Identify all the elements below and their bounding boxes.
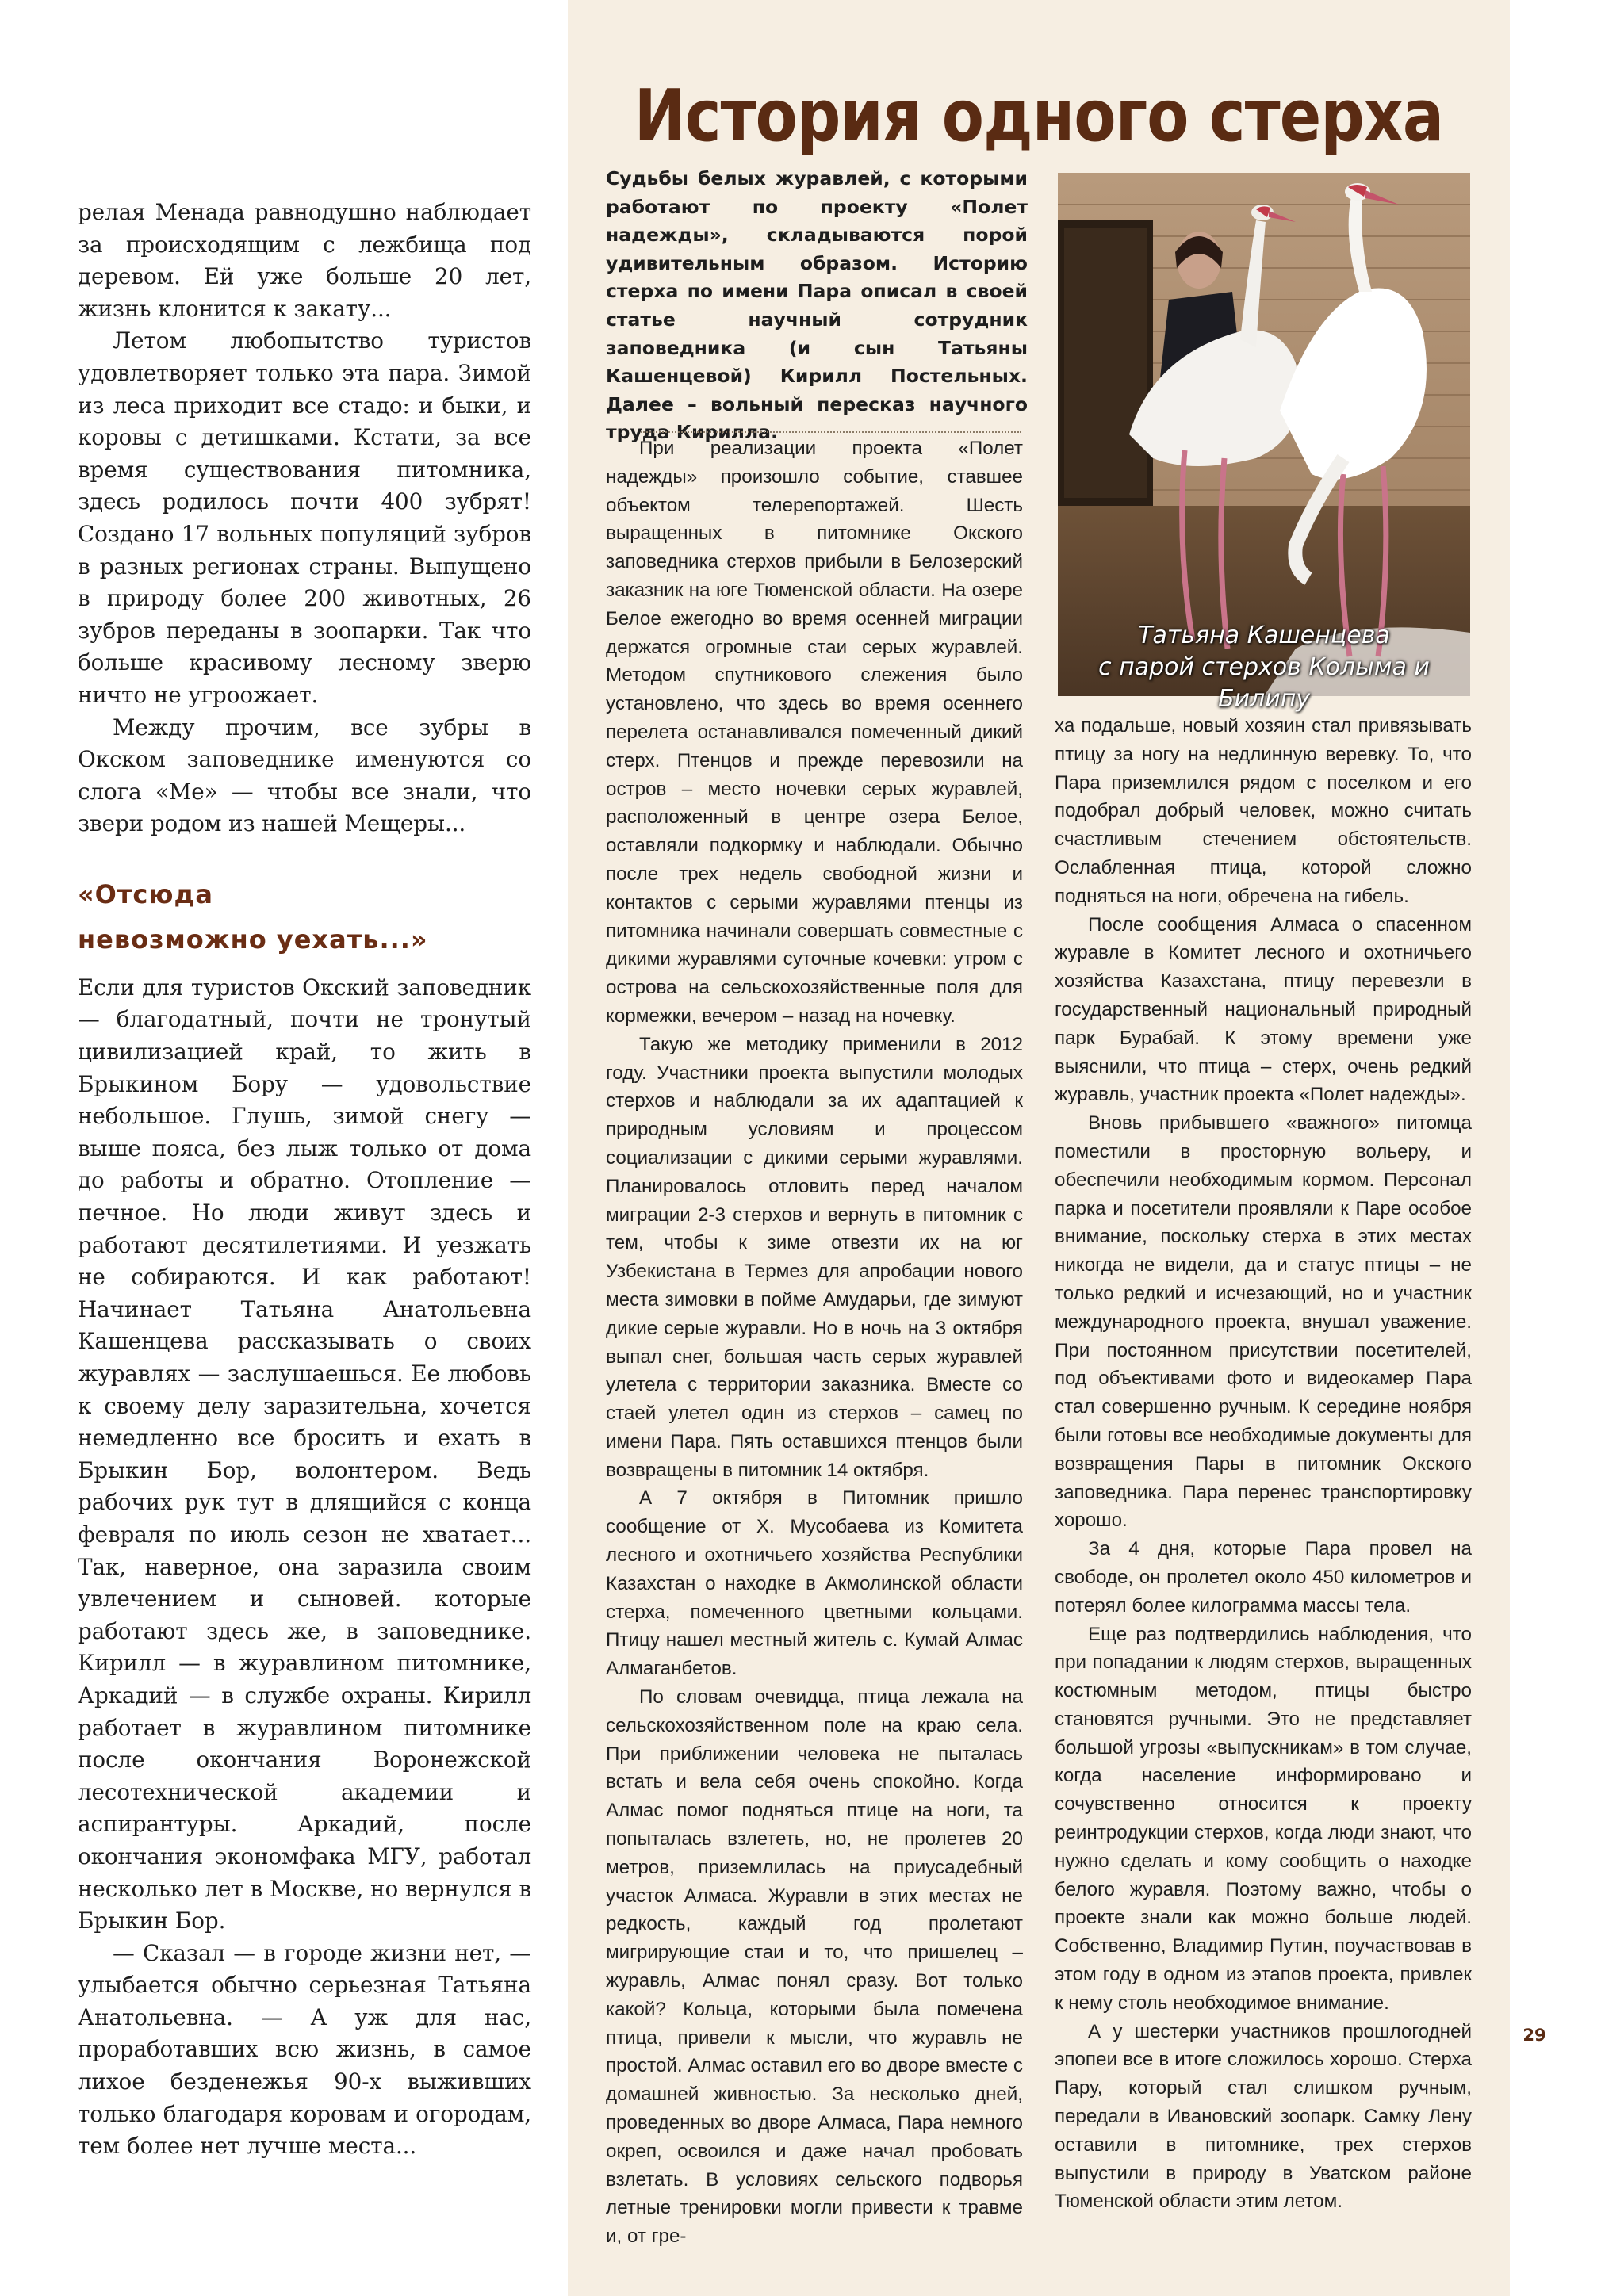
article-paragraph: При реализации проекта «Полет надежды» произошло событие, ставшее объектом телерепортажей. Шесть выращенных в питомнике Окского заповедника стерхов прибыли в Белозерский заказник на юге Тюменской области. На озере Белое ежегодно во время осенней миграции держатся огромные стаи серых журавлей. Методом спутникового слежения было установлено, что здесь во время осеннего перелета останавливался помеченный дикий стерх. Птенцов и прежде перевозили на остров – место ночевки серых журавлей, расположенный в центре озера Белое, оставляли подкормку и наблюдали. Обычно после трех недель свободной жизни и контактов с серыми журавлями птенцы из питомника начинали совершать совместные с дикими журавлями суточные кочевки: утром с острова на сельскохозяйственные поля для кормежки, вечером – назад на ночевку.	[606, 438, 1023, 1027]
article-paragraph: По словам очевидца, птица лежала на сельскохозяйственном поле на краю села. При приближении человека не пыталась встать и вела себя очень спокойно. Когда Алмас помог подняться птице на ноги, та попыталась взлететь, но, не пролетев 20 метров, приземлилась на приусадебный участок Алмаса. Журавли в этих местах не редкость, каждый год пролетают мигрирующие стаи и то, что пришелец – журавль, Алмас понял сразу. Вот только какой? Кольца, которыми была помечена птица, привели к мысли, что журавль не простой. Алмас оставил его во дворе вместе с домашней живностью. За несколько дней, проведенных во дворе Алмаса, Пара немного окреп, освоился и даже начал пробовать взлетать. В условиях сельского подворья летные тренировки могли привести к травме и, от гре-	[606, 1686, 1023, 2248]
left-column	[78, 197, 531, 2163]
section-subheading	[78, 872, 531, 962]
article-paragraph: Вновь прибывшего «важного» питомца поместили в просторную вольеру, и обеспечили необходимым кормом. Персонал парка и посетители проявляли к Паре особое внимание, поскольку стерха в этих местах никогда не видели, да и статус птицы – не только редкий и исчезающий, но и участник международного проекта, внушал уважение. При постоянном присутствии посетителей, под объективами фото и видеокамер Пара стал совершенно ручным. К середине ноября были готовы все необходимые документы для возвращения Пары в питомник Окского заповедника. Пара перенес транспортировку хорошо.	[1055, 1112, 1472, 1532]
article-title: История одного стерха	[634, 75, 1444, 158]
dotted-divider	[641, 431, 1021, 433]
article-paragraph: А 7 октября в Питомник пришло сообщение от Х. Мусобаева из Комитета лесного и охотничьего хозяйства Республики Казахстан о находке в Акмолинской области стерха, помеченного цветными кольцами. Птицу нашел местный житель с. Кумай Алмас Алмаганбетов.	[606, 1487, 1023, 1680]
left-paragraph: Летом любопытство туристов удовлетворяет только эта пара. Зимой из леса приходит все стадо: и быки, и коровы с детишками. Кстати, за все время существования питомника, здесь родилось почти 400 зубрят! Создано 17 вольных популяций зубров в разных регионах страны. Выпущено в природу более 200 животных, 26 зубров переданы в зоопарки. Так что больше красивому лесному зверю ничто не угроожает.	[78, 327, 531, 708]
page-number: 29	[1522, 2026, 1546, 2045]
caption-line: Татьяна Кашенцева	[1138, 622, 1390, 649]
left-paragraph: Если для туристов Окский заповедник — благодатный, почти не тронутый цивилизацией край, то жить в Брыкином Бору — удовольствие небольшое. Глушь, зимой снегу — выше пояса, без лыж только от дома до работы и обратно. Отопление — печное. Но люди живут здесь и работают десятилетиями. И уезжать не собираются. И как работают! Начинает Татьяна Анатольевна Кашенцева рассказывать о своих журавлях — заслушаешься. Ее любовь к своему делу заразительна, хочется немедленно все бросить и ехать в Брыкин Бор, волонтером. Ведь рабочих рук тут в длящийся с конца февраля по июль сезон не хватает... Так, наверное, она заразила своим увлечением и сыновей. которые работают здесь же, в заповеднике. Кирилл — в журавлином питомнике, Аркадий — в службе охраны. Кирилл работает в журавлином питомнике после окончания Воронежской лесотехнической академии и аспирантуры. Аркадий, после окончания экономфака МГУ, работал несколько лет в Москве, но вернулся в Брыкин Бор.	[78, 974, 531, 1934]
article-paragraph: После сообщения Алмаса о спасенном журавле в Комитет лесного и охотничьего хозяйства Казахстана, птицу перевезли в государственный национальный природный парк Бурабай. К этому времени уже выяснили, что птица – стерх, очень редкий журавль, участник проекта «Полет надежды».	[1055, 913, 1472, 1106]
left-paragraph: релая Менада равнодушно наблюдает за происходящим с лежбища под деревом. Ей уже больше 20 лет, жизнь клонится к закату...	[78, 199, 531, 322]
photo-woman-with-cranes	[1058, 173, 1470, 696]
photo-caption	[1058, 620, 1470, 715]
article-paragraph: Еще раз подтвердились наблюдения, что при попадании к людям стерхов, выращенных костюмным методом, птицы быстро становятся ручными. Это не представляет большой угрозы «выпускникам» в том случае, когда население информировано и сочувственно относится к проекту реинтродукции стерхов, когда люди знают, что нужно сделать и кому сообщить о находке белого журавля. Поэтому важно, чтобы о проекте знали как можно больше людей. Собственно, Владимир Путин, поучаствовав в этом году в одном из этапов проекта, привлек к нему столь необходимое внимание.	[1055, 1623, 1472, 2014]
subheading-line: «Отсюда	[78, 878, 213, 909]
left-paragraph: Между прочим, все зубры в Окском заповеднике именуются со слога «Ме» — чтобы все знали, что звери родом из нашей Мещеры...	[78, 714, 531, 837]
article-column-2	[1055, 712, 1472, 2216]
caption-line: с парой стерхов Колыма и Билипу	[1098, 653, 1430, 713]
left-paragraph: — Сказал — в городе жизни нет, — улыбается обычно серьезная Татьяна Анатольевна. — А уж для нас, проработавших всю жизнь, в самое лихое безденежья 90-х выживших только благодаря коровам и огородам, тем более нет лучше места...	[78, 1939, 531, 2160]
article-paragraph: Такую же методику применили в 2012 году. Участники проекта выпустили молодых стерхов и наблюдали за их адаптацией к природным условиям и процессом социализации с дикими серыми журавлями. Планировалось отловить перед началом миграции 2-3 стерхов и вернуть в питомник с тем, чтобы к зиме отвезти их на юг Узбекистана в Термез для апробации нового места зимовки в пойме Амударьи, где зимуют дикие серые журавли. Но в ночь на 3 октября выпал снег, большая часть серых журавлей улетела с территории заказника. Вместе со стаей улетел один из стерхов – самец по имени Пара. Пять оставшихся птенцов были возвращены в питомник 14 октября.	[606, 1033, 1023, 1481]
article-paragraph: ха подальше, новый хозяин стал привязывать птицу за ногу на недлинную веревку. То, что Пара приземлился рядом с поселком и его подобрал добрый человек, можно считать счастливым стечением обстоятельств. Ослабленная птица, которой сложно подняться на ноги, обречена на гибель.	[1055, 715, 1472, 907]
article-lead: Судьбы белых журавлей, с которыми работают по проекту «Полет надежды», складываются порой удивительным образом. Историю стерха по имени Пара описал в своей статье научный сотрудник заповедника (и сын Татьяны Кашенцевой) Кирилл Постельных. Далее – вольный пересказ научного труда Кирилла.	[606, 167, 1028, 444]
article-column-1	[606, 434, 1023, 2251]
article-paragraph: За 4 дня, которые Пара провел на свободе, он пролетел около 450 километров и потерял более килограмма массы тела.	[1055, 1538, 1472, 1617]
photo-illustration	[1058, 173, 1470, 696]
article-paragraph: А у шестерки участников прошлогодней эпопеи все в итоге сложилось хорошо. Стерха Пару, который стал слишком ручным, передали в Ивановский зоопарк. Самку Лену оставили в питомнике, трех стерхов выпустили в природу в Уватском районе Тюменской области этим летом.	[1055, 2020, 1472, 2213]
subheading-line: невозможно уехать...»	[78, 924, 428, 955]
